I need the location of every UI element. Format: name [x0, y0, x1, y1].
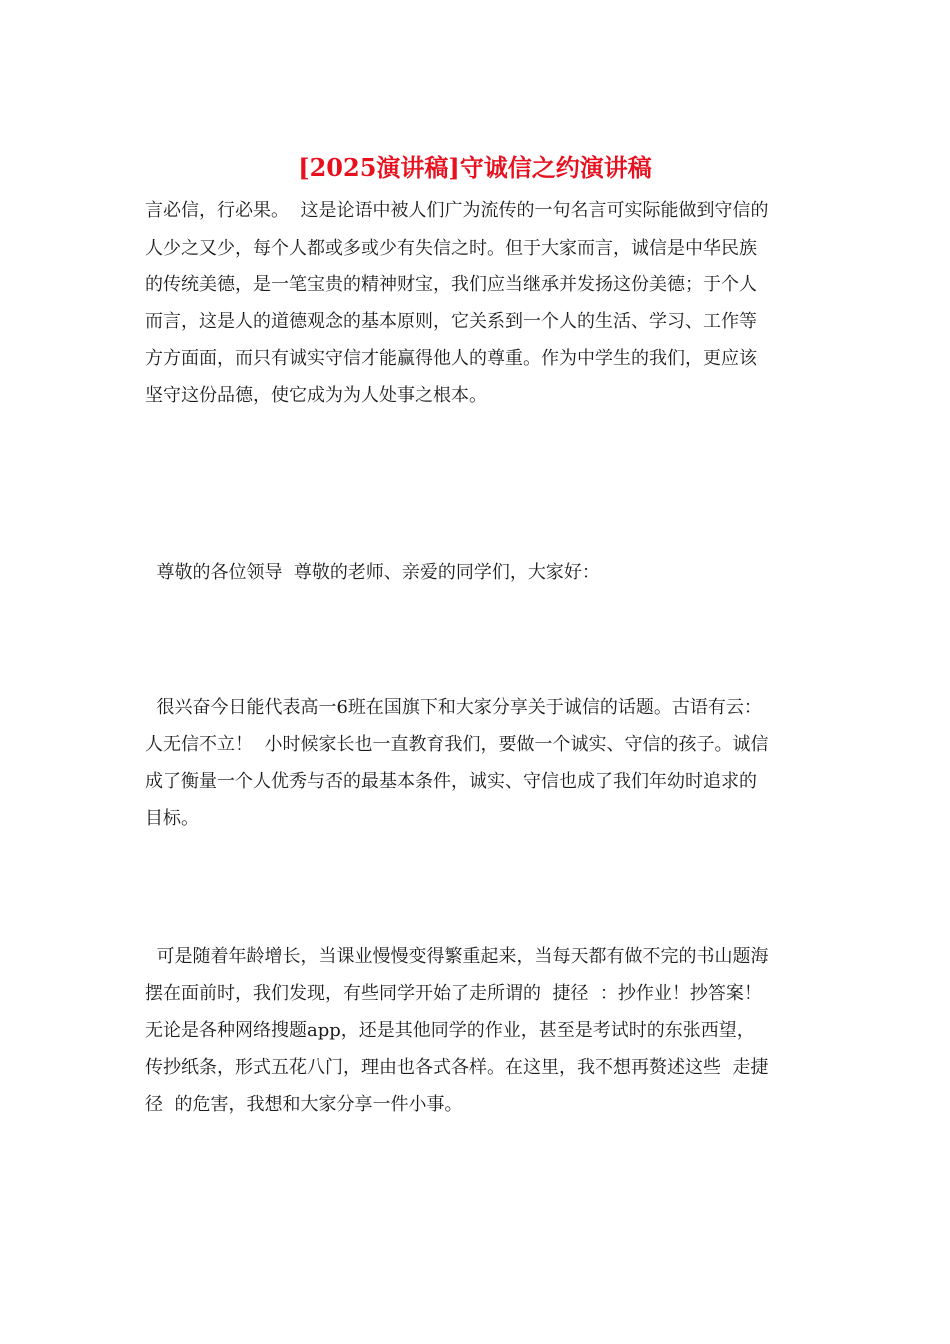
paragraph-1-line-3: 的传统美德，是一笔宝贵的精神财宝，我们应当继承并发扬这份美德；于个人 — [145, 274, 757, 295]
paragraph-1-line-1: 言必信，行必果。 这是论语中被人们广为流传的一句名言可实际能做到守信的 — [145, 200, 769, 221]
paragraph-3-line-4: 目标。 — [145, 808, 199, 829]
paragraph-1-line-6: 坚守这份品德，使它成为为人处事之根本。 — [145, 385, 487, 406]
paragraph-1-line-4: 而言，这是人的道德观念的基本原则，它关系到一个人的生活、学习、工作等 — [145, 311, 757, 332]
paragraph-3-line-2: 人无信不立！ 小时候家长也一直教育我们，要做一个诚实、守信的孩子。诚信 — [145, 734, 769, 755]
document-title: [2025演讲稿]守诚信之约演讲稿 — [298, 153, 652, 182]
paragraph-1-line-2: 人少之又少，每个人都或多或少有失信之时。但于大家而言，诚信是中华民族 — [145, 238, 757, 259]
paragraph-4-line-4: 传抄纸条，形式五花八门，理由也各式各样。在这里，我不想再赘述这些 走捷 — [145, 1057, 769, 1078]
salutation-line: 尊敬的各位领导 尊敬的老师、亲爱的同学们，大家好： — [145, 562, 600, 583]
paragraph-4-line-5: 径 的危害，我想和大家分享一件小事。 — [145, 1094, 463, 1115]
paragraph-4-line-2: 摆在面前时，我们发现，有些同学开始了走所谓的 捷径 ：抄作业！抄答案！ — [145, 983, 762, 1004]
paragraph-3-line-1: 很兴奋今日能代表高一6班在国旗下和大家分享关于诚信的话题。古语有云： — [145, 697, 762, 718]
paragraph-4-line-1: 可是随着年龄增长，当课业慢慢变得繁重起来，当每天都有做不完的书山题海 — [145, 946, 769, 967]
paragraph-1-line-5: 方方面面，而只有诚实守信才能赢得他人的尊重。作为中学生的我们，更应该 — [145, 348, 757, 369]
paragraph-3-line-3: 成了衡量一个人优秀与否的最基本条件，诚实、守信也成了我们年幼时追求的 — [145, 771, 757, 792]
paragraph-4-line-3: 无论是各种网络搜题app，还是其他同学的作业，甚至是考试时的东张西望， — [145, 1020, 755, 1041]
